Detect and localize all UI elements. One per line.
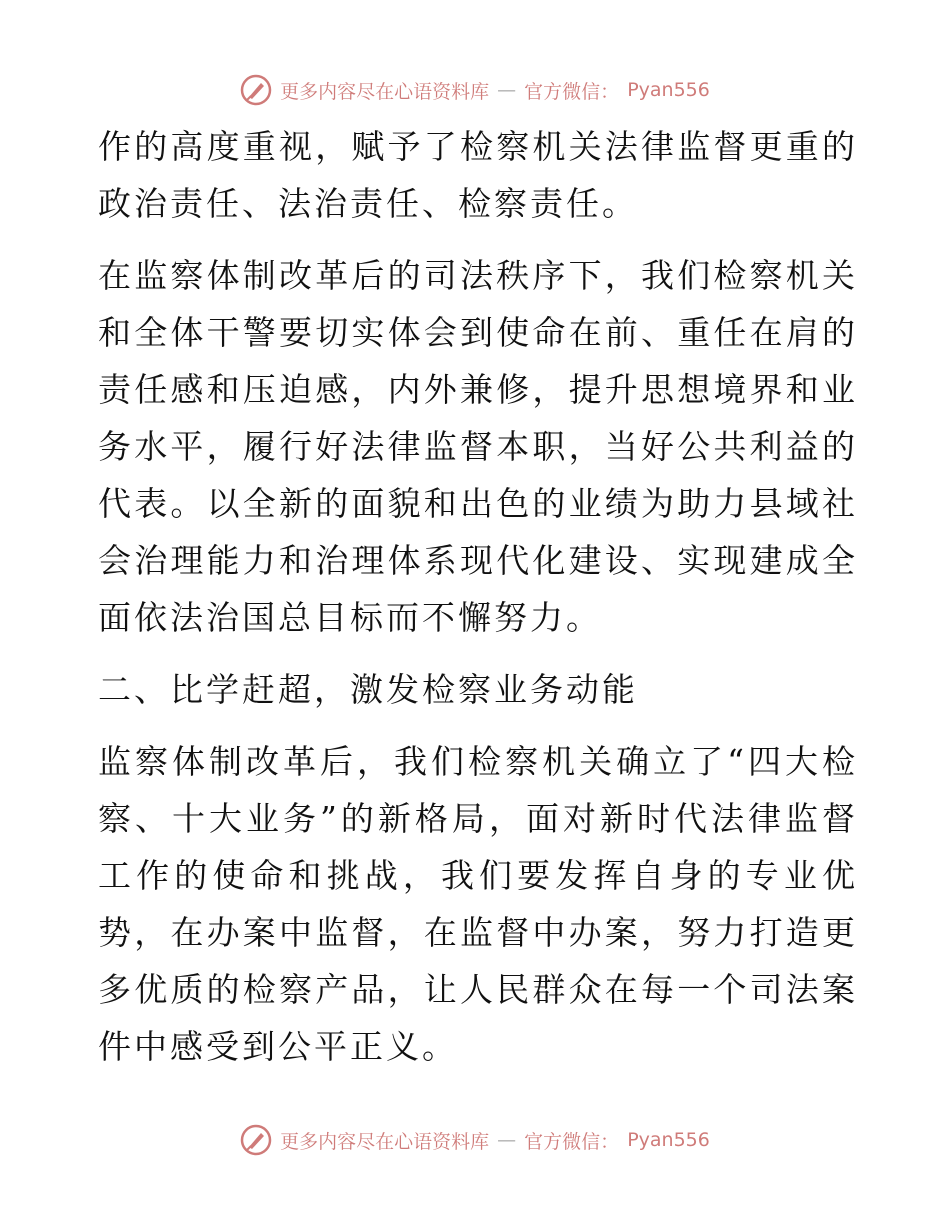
paragraph-3: 监察体制改革后，我们检察机关确立了“四大检察、十大业务”的新格局，面对新时代法律监督工作的使命和挑战，我们要发挥自身的专业优势，在办案中监督，在监督中办案，努力打造更多优质的检察产品，让人民群众在每一个司法案件中感受到公平正义。: [98, 742, 858, 1066]
paragraph-1: 作的高度重视，赋予了检察机关法律监督更重的政治责任、法治责任、检察责任。: [98, 127, 858, 223]
watermark-separator: —: [497, 79, 517, 101]
watermark-label: 官方微信：: [524, 80, 620, 103]
section-heading: 二、比学赶超，激发检察业务动能: [98, 670, 638, 709]
document-body: [98, 118, 858, 1090]
quill-logo-icon: [240, 1124, 272, 1156]
watermark-account: Pyan556: [627, 79, 710, 101]
watermark-header: [0, 72, 950, 108]
watermark-label: 官方微信：: [524, 1130, 620, 1153]
watermark-separator: —: [497, 1129, 517, 1151]
watermark-account: Pyan556: [627, 1129, 710, 1151]
watermark-main-text: 更多内容尽在心语资料库: [280, 80, 490, 103]
watermark-main-text: 更多内容尽在心语资料库: [280, 1130, 490, 1153]
paragraph-2: 在监察体制改革后的司法秩序下，我们检察机关和全体干警要切实体会到使命在前、重任在肩的责任感和压迫感，内外兼修，提升思想境界和业务水平，履行好法律监督本职，当好公共利益的代表。以全新的面貌和出色的业绩为助力县域社会治理能力和治理体系现代化建设、实现建成全面依法治国总目标而不懈努力。: [98, 256, 858, 637]
quill-logo-icon: [240, 74, 272, 106]
watermark-footer: [0, 1122, 950, 1158]
